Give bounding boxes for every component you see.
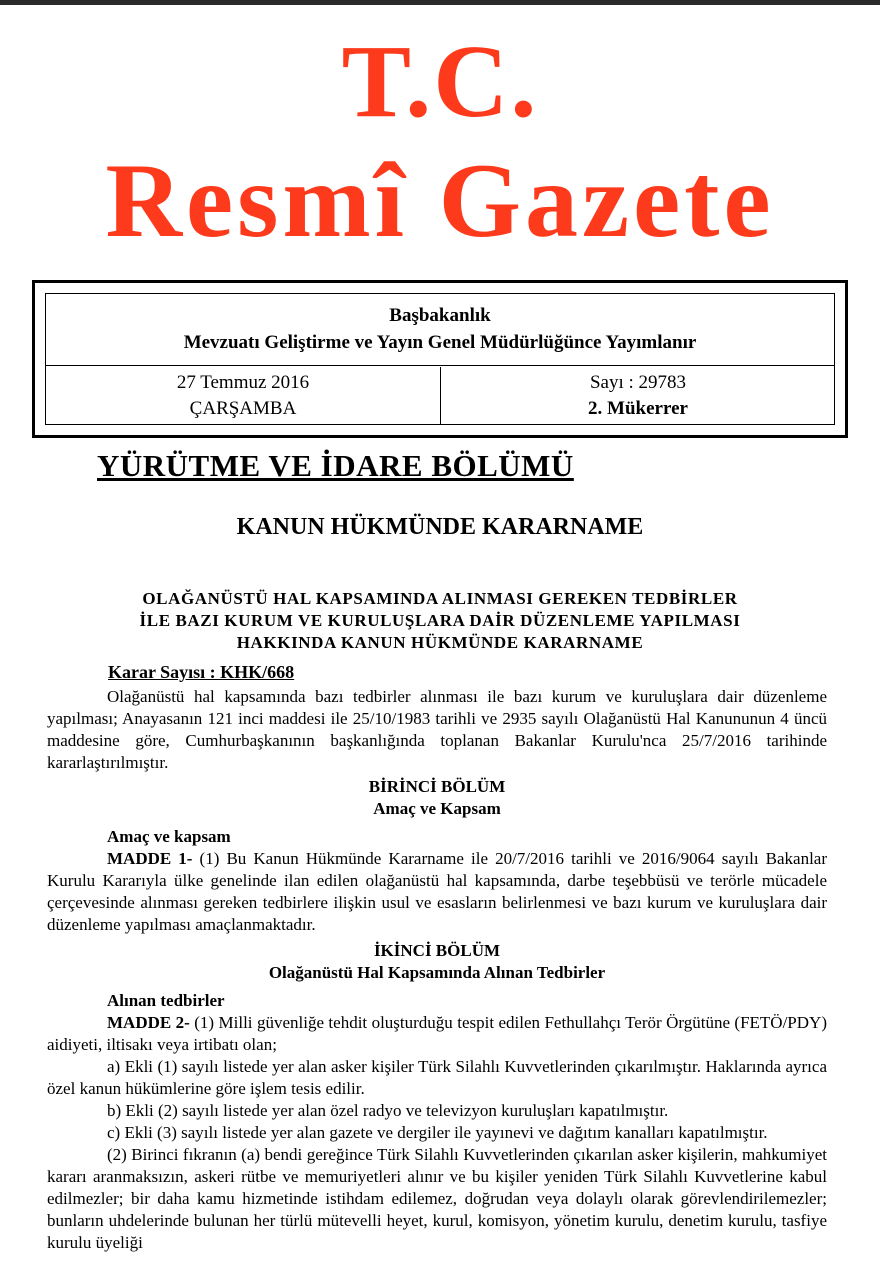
issue-edition: 2. Mükerrer (588, 398, 688, 419)
part1-heading: BİRİNCİ BÖLÜM (368, 777, 506, 796)
masthead-tc: T.C. (341, 24, 539, 139)
issue-date: 27 Temmuz 2016 (176, 372, 310, 393)
publisher-block (46, 294, 834, 366)
document-body (47, 686, 827, 1254)
intro-paragraph: Olağanüstü hal kapsamında bazı tedbirler alınması ile bazı kurum ve kuruluşlara dair düzenleme yapılması; Anayasanın 121 inci maddesi ile 25/10/1983 tarihli ve 2935 sayılı Olağanüstü Hal Kanununun 4 üncü maddesine göre, Cumhurbaşkanının başkanlığında toplanan Bakanlar Kurulu'nca 25/7/2016 tarihinde kararlaştırılmıştır. (47, 687, 827, 772)
part1-subheading: Amaç ve Kapsam (373, 799, 501, 818)
part2-heading: İKİNCİ BÖLÜM (373, 941, 501, 960)
header-box (32, 280, 848, 438)
date-block (46, 367, 441, 424)
article1-label: MADDE 1- (107, 849, 193, 868)
decree-title-line: İLE BAZI KURUM VE KURULUŞLARA DAİR DÜZENLEME YAPILMASI (139, 611, 741, 630)
header-inner (45, 293, 835, 425)
section-title: YÜRÜTME VE İDARE BÖLÜMÜ (97, 448, 574, 483)
decree-title (60, 588, 820, 654)
article2-item-a: a) Ekli (1) sayılı listede yer alan asker kişiler Türk Silahlı Kuvvetlerinden çıkarılmıştır. Haklarında ayrıca özel kanun hükümlerine göre işlem tesis edilir. (47, 1057, 827, 1098)
part2-subheading: Olağanüstü Hal Kapsamında Alınan Tedbirler (268, 963, 606, 982)
top-border (0, 0, 880, 5)
article2-item-c: c) Ekli (3) sayılı listede yer alan gazete ve dergiler ile yayınevi ve dağıtım kanalları kapatılmıştır. (107, 1123, 768, 1142)
doc-type: KANUN HÜKMÜNDE KARARNAME (236, 514, 644, 540)
article2-text: (1) Milli güvenliğe tehdit oluşturduğu tespit edilen Fethullahçı Terör Örgütüne (FETÖ/PDY) aidiyeti, iltisakı veya irtibatı olan; (47, 1013, 827, 1054)
article1-heading: Amaç ve kapsam (107, 827, 231, 846)
issue-number: Sayı : 29783 (589, 372, 687, 393)
issue-weekday: ÇARŞAMBA (189, 398, 297, 419)
article2-heading: Alınan tedbirler (107, 991, 225, 1010)
article2-paragraph-2: (2) Birinci fıkranın (a) bendi gereğince Türk Silahlı Kuvvetlerinden çıkarılan asker kişilerin, mahkumiyet kararı aranmaksızın, askeri rütbe ve memuriyetleri alınır ve bu kişiler yeniden Türk Silahlı Kuvvetlerine kabul edilmezler; bir daha kamu hizmetinde istihdam edilemez, doğrudan veya dolaylı olarak görevlendirilemezler; bunların uhdelerinde bulunan her türlü mütevelli heyet, kurul, komisyon, yönetim kurulu, denetim kurulu, tasfiye kurulu üyeliği (47, 1145, 827, 1252)
article1-text: (1) Bu Kanun Hükmünde Kararname ile 20/7/2016 tarihli ve 2016/9064 sayılı Bakanlar Kurulu Kararıyla ülke genelinde ilan edilen olağanüstü hal kapsamında, darbe teşebbüsü ve terörle mücadele çerçevesinde alınması gereken tedbirlere ilişkin usul ve esasların belirlenmesi ve bazı kurum ve kuruluşlara dair düzenleme yapılması amaçlanmaktadır. (47, 849, 827, 934)
publisher-line2: Mevzuatı Geliştirme ve Yayın Genel Müdürlüğünce Yayımlanır (183, 332, 697, 353)
decree-title-line: OLAĞANÜSTÜ HAL KAPSAMINDA ALINMASI GEREKEN TEDBİRLER (142, 589, 738, 608)
decree-title-line: HAKKINDA KANUN HÜKMÜNDE KARARNAME (236, 633, 644, 652)
article1-paragraph (47, 848, 827, 936)
issue-block (442, 367, 834, 424)
article2-item-b: b) Ekli (2) sayılı listede yer alan özel radyo ve televizyon kuruluşları kapatılmıştır. (107, 1101, 669, 1120)
article2-label: MADDE 2- (107, 1013, 190, 1032)
article2-paragraph (47, 1012, 827, 1056)
decision-number: Karar Sayısı : KHK/668 (108, 662, 295, 682)
publisher-line1: Başbakanlık (389, 305, 491, 326)
masthead-resmi-gazete: Resmî Gazete (105, 142, 775, 259)
